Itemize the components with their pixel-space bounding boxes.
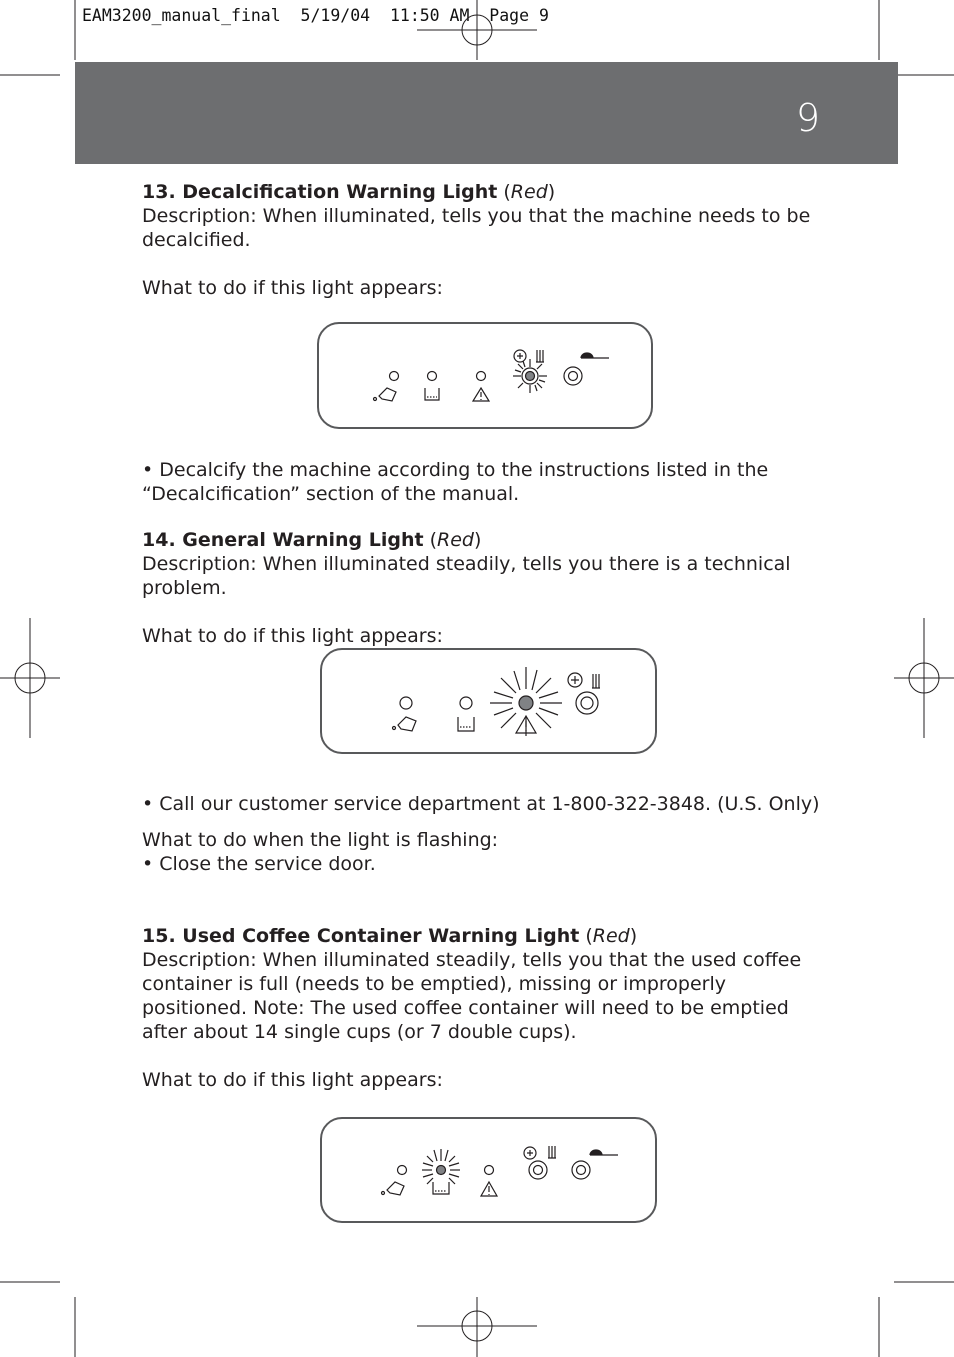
section14-what-to-do: What to do if this light appears: (142, 625, 443, 647)
indicator-light (390, 372, 399, 381)
steam-wand-icon (590, 1150, 618, 1155)
page-number: 9 (795, 96, 820, 140)
indicator-light (398, 1166, 407, 1175)
steam-wand-icon (581, 353, 609, 358)
section15-heading: 15. Used Coffee Container Warning Light (142, 925, 580, 947)
steam-button-inner (577, 1166, 586, 1175)
water-tank-icon (425, 388, 439, 400)
decalcify-icon (568, 673, 582, 687)
section14-flashing-label: What to do when the light is flashing: (142, 829, 499, 851)
section14-heading: 14. General Warning Light (142, 529, 424, 551)
section15-title: 15. Used Coffee Container Warning Light (Red) (142, 925, 638, 947)
indicator-light (460, 697, 472, 709)
indicator-light (485, 1166, 494, 1175)
control-panel-general-warning (320, 648, 657, 754)
section13-description: Description: When illuminated, tells you that the machine needs to be decalcified. (142, 205, 811, 251)
decalcify-icon (514, 350, 526, 362)
button-outer (529, 1161, 547, 1179)
section14-bullet: • Call our customer service department at 1-800-322-3848. (U.S. Only) (142, 793, 820, 815)
print-slug: EAM3200_manual_final 5/19/04 11:50 AM Page 9 (82, 6, 549, 25)
control-panel-decalcification (317, 322, 653, 429)
section15-description: Description: When illuminated steadily, tells you that the used coffee container is full (needs to be emptied), missing or improperly positioned. Note: The used coffee container will need to be emptied after about 14 single cups (or 7 double cups). (142, 949, 802, 1043)
lit-indicator-light (519, 696, 533, 710)
control-panel-used-coffee-container (320, 1117, 657, 1223)
section13-what-to-do: What to do if this light appears: (142, 277, 443, 299)
section13-heading: 13. Decalcification Warning Light (142, 181, 498, 203)
grounds-container-icon (374, 388, 397, 401)
lit-indicator-light (437, 1166, 446, 1175)
section13-bullet: • Decalcify the machine according to the instructions listed in the “Decalcification” section of the manual. (142, 459, 769, 505)
steam-button-outer (572, 1161, 590, 1179)
lit-indicator-light (526, 372, 535, 381)
section15-color: Red (592, 925, 630, 947)
grounds-container-icon (382, 1182, 405, 1195)
water-tank-icon (433, 1182, 449, 1194)
indicator-light (428, 372, 437, 381)
button-inner (534, 1166, 543, 1175)
warning-triangle-icon (481, 1182, 497, 1196)
header-band (75, 62, 898, 164)
section14-description: Description: When illuminated steadily, tells you there is a technical problem. (142, 553, 791, 599)
section13-title: 13. Decalcification Warning Light (Red) (142, 181, 556, 203)
indicator-light (477, 372, 486, 381)
steam-button-outer (576, 692, 598, 714)
steam-icon (592, 674, 600, 688)
page-content (142, 180, 832, 1092)
warning-triangle-icon (473, 388, 489, 401)
indicator-light (400, 697, 412, 709)
section15-what-to-do: What to do if this light appears: (142, 1069, 443, 1091)
steam-icon (548, 1146, 556, 1158)
water-tank-icon (458, 717, 474, 731)
section14-color: Red (437, 529, 474, 551)
section14-flashing-bullet: • Close the service door. (142, 853, 376, 875)
section14-title: 14. General Warning Light (Red) (142, 529, 482, 551)
steam-button-outer (564, 367, 582, 385)
grounds-container-icon (393, 717, 417, 731)
steam-button-inner (581, 697, 593, 709)
steam-icon (536, 350, 544, 362)
section13-color: Red (510, 181, 548, 203)
decalcify-icon (524, 1147, 536, 1159)
steam-button-inner (569, 372, 578, 381)
